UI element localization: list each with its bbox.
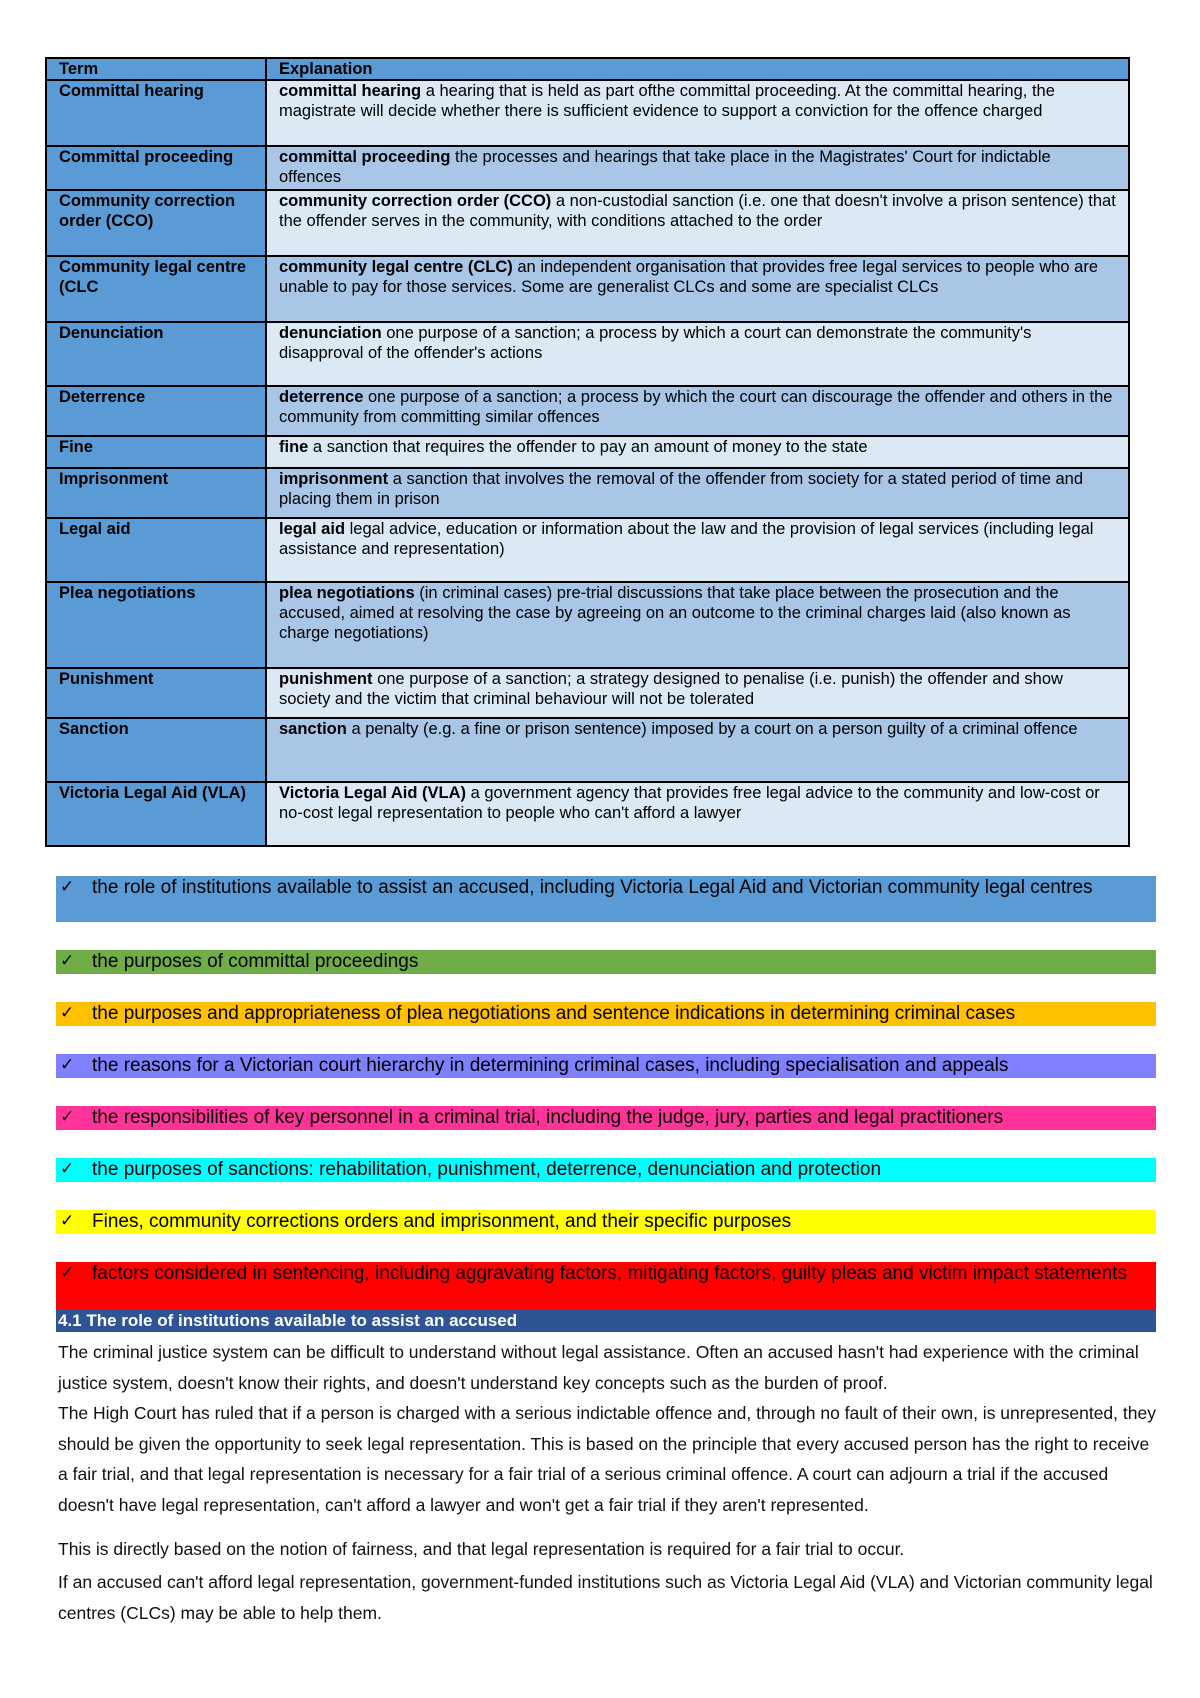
check-icon: ✓ bbox=[60, 1003, 75, 1023]
explanation-cell bbox=[266, 436, 1129, 468]
term-cell: Committal hearing bbox=[46, 80, 266, 146]
table-header-row bbox=[46, 58, 1129, 80]
term-cell: Committal proceeding bbox=[46, 146, 266, 190]
explanation-text: a sanction that involves the removal of the offender from society for a stated period of time and placing them in prison bbox=[279, 470, 1084, 508]
checklist-item bbox=[56, 1106, 1156, 1130]
term-bold: fine bbox=[279, 438, 309, 456]
explanation-text: one purpose of a sanction; a process by which the court can discourage the offender and others in the community from committing similar offences bbox=[279, 388, 1113, 426]
section-heading: 4.1 The role of institutions available to assist an accused bbox=[56, 1310, 1156, 1332]
paragraph: The High Court has ruled that if a person is charged with a serious indictable offence and, through no fault of their own, is unrepresented, they should be given the opportunity to seek legal representation. This is based on the principle that every accused person has the right to receive a fair trial, and that legal representation is necessary for a fair trial of a serious criminal offence. A court can adjourn a trial if the accused doesn't have legal representation, can't afford a lawyer and won't get a fair trial if they aren't represented. bbox=[58, 1403, 1156, 1515]
explanation-cell bbox=[266, 190, 1129, 256]
checklist-text: the purposes of committal proceedings bbox=[92, 951, 419, 972]
explanation-cell bbox=[266, 668, 1129, 718]
explanation-cell bbox=[266, 718, 1129, 782]
glossary-table bbox=[45, 57, 1130, 847]
term-bold: committal proceeding bbox=[279, 148, 451, 166]
term-bold: punishment bbox=[279, 670, 373, 688]
term-cell: Community correction order (CCO) bbox=[46, 190, 266, 256]
explanation-cell bbox=[266, 322, 1129, 386]
term-bold: sanction bbox=[279, 720, 347, 738]
table-row bbox=[46, 256, 1129, 322]
term-bold: community correction order (CCO) bbox=[279, 192, 552, 210]
explanation-cell bbox=[266, 80, 1129, 146]
checklist-item bbox=[56, 950, 1156, 974]
term-cell: Denunciation bbox=[46, 322, 266, 386]
table-row bbox=[46, 582, 1129, 668]
table-row bbox=[46, 436, 1129, 468]
term-bold: legal aid bbox=[279, 520, 346, 538]
checklist-text: the purposes and appropriateness of plea negotiations and sentence indications in determining criminal cases bbox=[92, 1003, 1016, 1024]
term-cell: Victoria Legal Aid (VLA) bbox=[46, 782, 266, 846]
checklist-text: the responsibilities of key personnel in a criminal trial, including the judge, jury, parties and legal practitioners bbox=[92, 1107, 1004, 1128]
table-row bbox=[46, 782, 1129, 846]
explanation-text: (in criminal cases) pre-trial discussions that take place between the prosecution and the accused, aimed at resolving the case by agreeing on an outcome to the criminal charges laid (also known as charge negotiations) bbox=[279, 584, 1071, 642]
term-bold: denunciation bbox=[279, 324, 382, 342]
check-icon: ✓ bbox=[60, 1055, 75, 1075]
checklist-text: Fines, community corrections orders and imprisonment, and their specific purposes bbox=[92, 1211, 792, 1232]
checklist-text: the role of institutions available to assist an accused, including Victoria Legal Aid and Victorian community legal centres bbox=[92, 877, 1093, 898]
explanation-cell bbox=[266, 518, 1129, 582]
term-bold: committal hearing bbox=[279, 82, 422, 100]
header-explanation: Explanation bbox=[266, 58, 1129, 80]
term-cell: Plea negotiations bbox=[46, 582, 266, 668]
header-term: Term bbox=[46, 58, 266, 80]
checklist-item bbox=[56, 1262, 1156, 1310]
term-cell: Sanction bbox=[46, 718, 266, 782]
table-row bbox=[46, 80, 1129, 146]
table-row bbox=[46, 468, 1129, 518]
explanation-cell bbox=[266, 256, 1129, 322]
table-row bbox=[46, 146, 1129, 190]
explanation-cell bbox=[266, 386, 1129, 436]
check-icon: ✓ bbox=[60, 1211, 75, 1231]
table-row bbox=[46, 718, 1129, 782]
explanation-text: one purpose of a sanction; a strategy designed to penalise (i.e. punish) the offender and show society and the victim that criminal behaviour will not be tolerated bbox=[279, 670, 1063, 708]
check-icon: ✓ bbox=[60, 1107, 75, 1127]
term-cell: Fine bbox=[46, 436, 266, 468]
checklist-item bbox=[56, 1210, 1156, 1234]
checklist-text: the reasons for a Victorian court hierarchy in determining criminal cases, including specialisation and appeals bbox=[92, 1055, 1009, 1076]
check-icon: ✓ bbox=[60, 1159, 75, 1179]
check-icon: ✓ bbox=[60, 1263, 75, 1283]
term-cell: Imprisonment bbox=[46, 468, 266, 518]
table-row bbox=[46, 668, 1129, 718]
explanation-text: the processes and hearings that take place in the Magistrates' Court for indictable offences bbox=[279, 148, 1051, 186]
checklist-item bbox=[56, 876, 1156, 922]
checklist-text: the purposes of sanctions: rehabilitation, punishment, deterrence, denunciation and protection bbox=[92, 1159, 882, 1180]
paragraph: The criminal justice system can be difficult to understand without legal assistance. Often an accused hasn't had experience with the criminal justice system, doesn't know their rights, and doesn't understand key concepts such as the burden of proof. bbox=[58, 1342, 1139, 1393]
checklist-item bbox=[56, 1002, 1156, 1026]
table-row bbox=[46, 386, 1129, 436]
paragraph: This is directly based on the notion of fairness, and that legal representation is required for a fair trial to occur. bbox=[58, 1539, 905, 1559]
explanation-text: one purpose of a sanction; a process by which a court can demonstrate the community's disapproval of the offender's actions bbox=[279, 324, 1032, 362]
explanation-cell bbox=[266, 468, 1129, 518]
explanation-text: a hearing that is held as part ofthe committal proceeding. At the committal hearing, the magistrate will decide whether there is sufficient evidence to support a conviction for the offence charged bbox=[279, 82, 1055, 120]
term-bold: Victoria Legal Aid (VLA) bbox=[279, 784, 467, 802]
explanation-text: legal advice, education or information about the law and the provision of legal services (including legal assistance and representation) bbox=[279, 520, 1094, 558]
table-row bbox=[46, 518, 1129, 582]
term-bold: deterrence bbox=[279, 388, 364, 406]
term-bold: imprisonment bbox=[279, 470, 389, 488]
term-bold: plea negotiations bbox=[279, 584, 415, 602]
paragraph: If an accused can't afford legal representation, government-funded institutions such as Victoria Legal Aid (VLA) and Victorian community legal centres (CLCs) may be able to help them. bbox=[58, 1572, 1153, 1623]
term-cell: Punishment bbox=[46, 668, 266, 718]
explanation-text: a government agency that provides free legal advice to the community and low-cost or no-cost legal representation to people who can't afford a lawyer bbox=[279, 784, 1100, 822]
table-row bbox=[46, 190, 1129, 256]
explanation-cell bbox=[266, 146, 1129, 190]
term-cell: Legal aid bbox=[46, 518, 266, 582]
checklist-text: factors considered in sentencing, including aggravating factors, mitigating factors, guilty pleas and victim impact statements bbox=[92, 1263, 1127, 1284]
term-bold: community legal centre (CLC) bbox=[279, 258, 513, 276]
term-cell: Deterrence bbox=[46, 386, 266, 436]
explanation-cell bbox=[266, 582, 1129, 668]
explanation-text: an independent organisation that provides free legal services to people who are unable to pay for those services. Some are generalist CLCs and some are specialist CLCs bbox=[279, 258, 1099, 296]
checklist-item bbox=[56, 1054, 1156, 1078]
explanation-text: a non-custodial sanction (i.e. one that doesn't involve a prison sentence) that the offender serves in the community, with conditions attached to the order bbox=[279, 192, 1116, 230]
term-cell: Community legal centre (CLC bbox=[46, 256, 266, 322]
explanation-text: a penalty (e.g. a fine or prison sentence) imposed by a court on a person guilty of a criminal offence bbox=[346, 720, 1078, 738]
check-icon: ✓ bbox=[60, 951, 75, 971]
checklist-item bbox=[56, 1158, 1156, 1182]
explanation-cell bbox=[266, 782, 1129, 846]
explanation-text: a sanction that requires the offender to pay an amount of money to the state bbox=[308, 438, 868, 456]
check-icon: ✓ bbox=[60, 877, 75, 897]
table-row bbox=[46, 322, 1129, 386]
